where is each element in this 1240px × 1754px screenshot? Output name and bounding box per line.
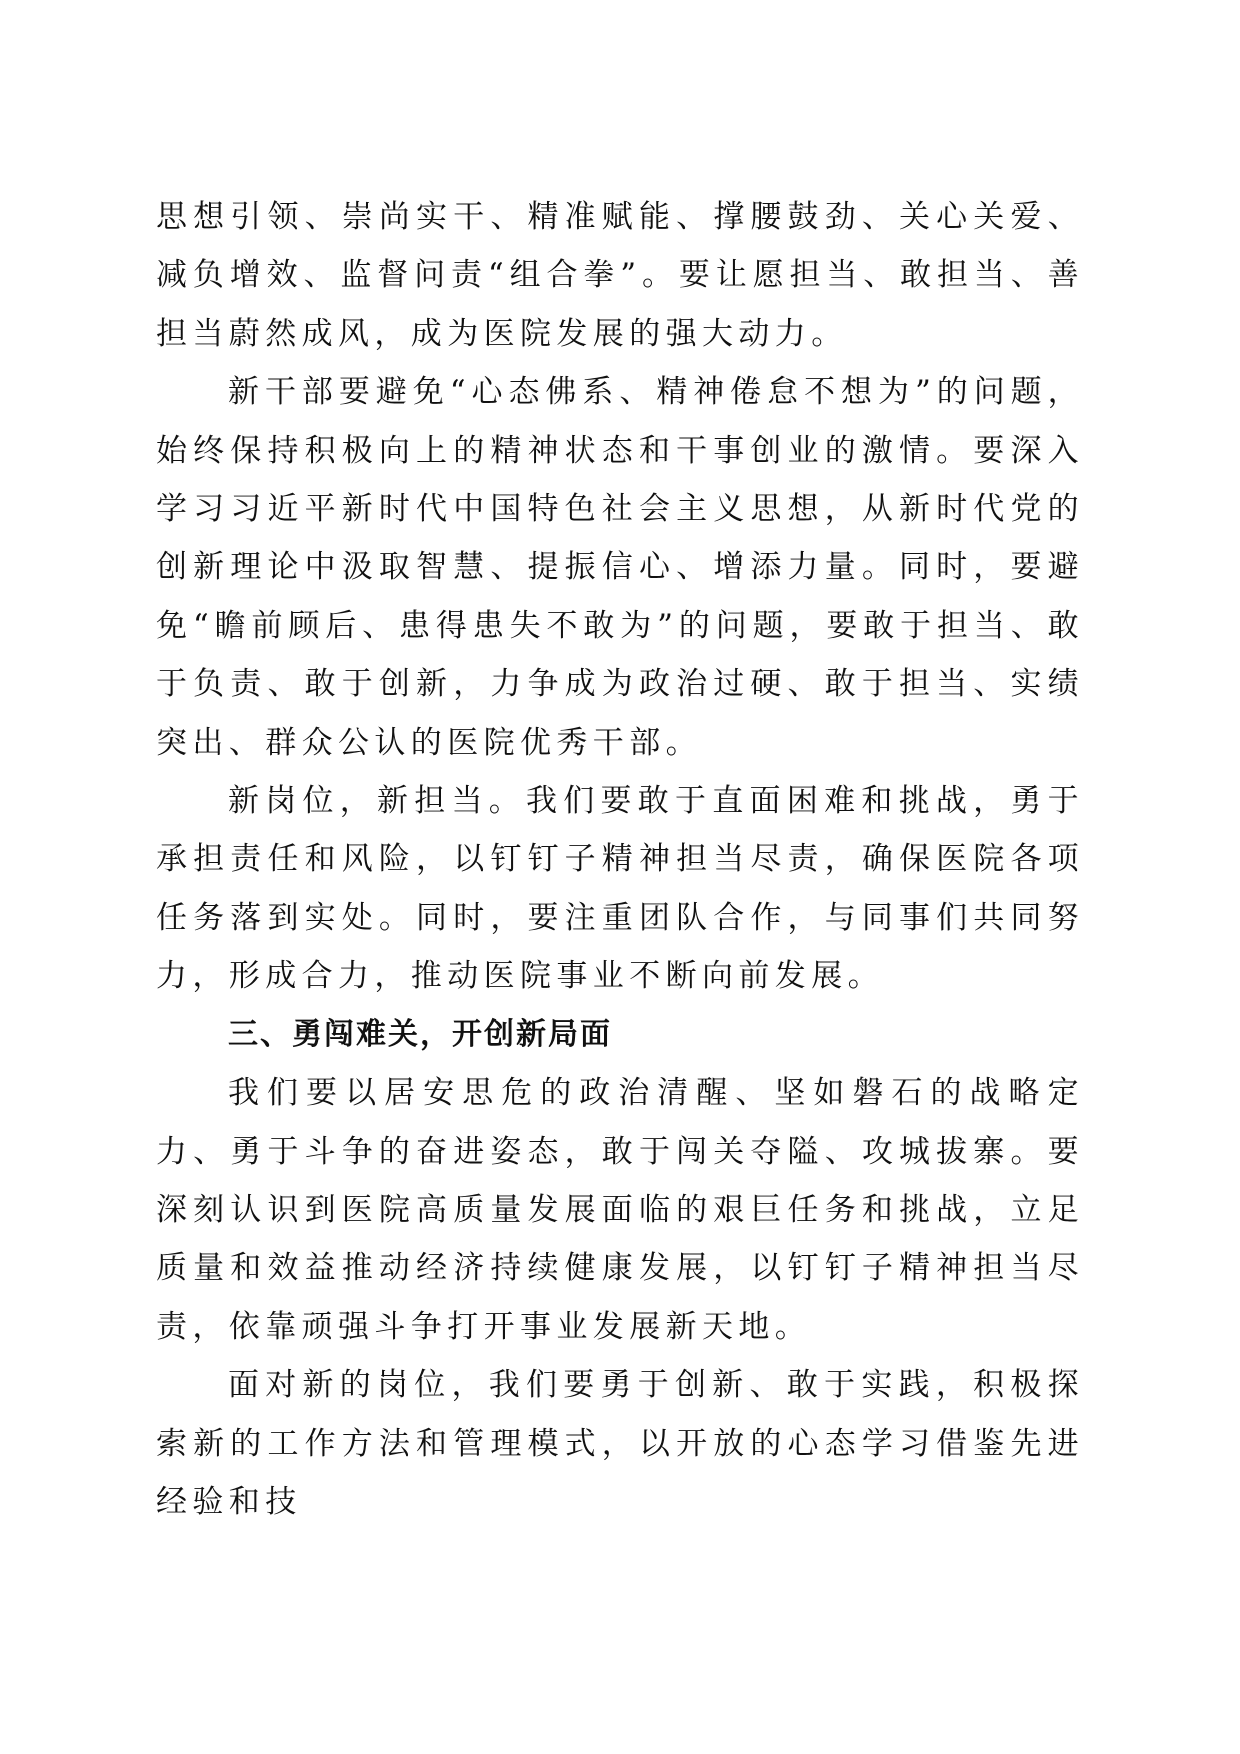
paragraph-continued: 思想引领、崇尚实干、精准赋能、撑腰鼓劲、关心关爱、减负增效、监督问责“组合拳”。要让愿担当、敢担当、善担当蔚然成风，成为医院发展的强大动力。 <box>156 199 1084 352</box>
paragraph-new-post: 新岗位，新担当。我们要敢于直面困难和挑战，勇于承担责任和风险，以钉钉子精神担当尽责，确保医院各项任务落到实处。同时，要注重团队合作，与同事们共同努力，形成合力，推动医院事业不断向前发展。 <box>156 783 1084 995</box>
paragraph-new-cadre: 新干部要避免“心态佛系、精神倦怠不想为”的问题，始终保持积极向上的精神状态和干事创业的激情。要深入学习习近平新时代中国特色社会主义思想，从新时代党的创新理论中汲取智慧、提振信心、增添力量。同时，要避免“瞻前顾后、患得患失不敢为”的问题，要敢于担当、敢于负责、敢于创新，力争成为政治过硬、敢于担当、实绩突出、群众公认的医院优秀干部。 <box>156 374 1084 761</box>
section-heading: 三、勇闯难关，开创新局面 <box>228 1016 612 1052</box>
document-body <box>156 188 1084 1531</box>
paragraph-innovation: 面对新的岗位，我们要勇于创新、敢于实践，积极探索新的工作方法和管理模式，以开放的心态学习借鉴先进经验和技 <box>156 1367 1084 1520</box>
paragraph-overcome-difficulties: 我们要以居安思危的政治清醒、坚如磐石的战略定力、勇于斗争的奋进姿态，敢于闯关夺隘、攻城拔寨。要深刻认识到医院高质量发展面临的艰巨任务和挑战，立足质量和效益推动经济持续健康发展，以钉钉子精神担当尽责，依靠顽强斗争打开事业发展新天地。 <box>156 1075 1084 1345</box>
